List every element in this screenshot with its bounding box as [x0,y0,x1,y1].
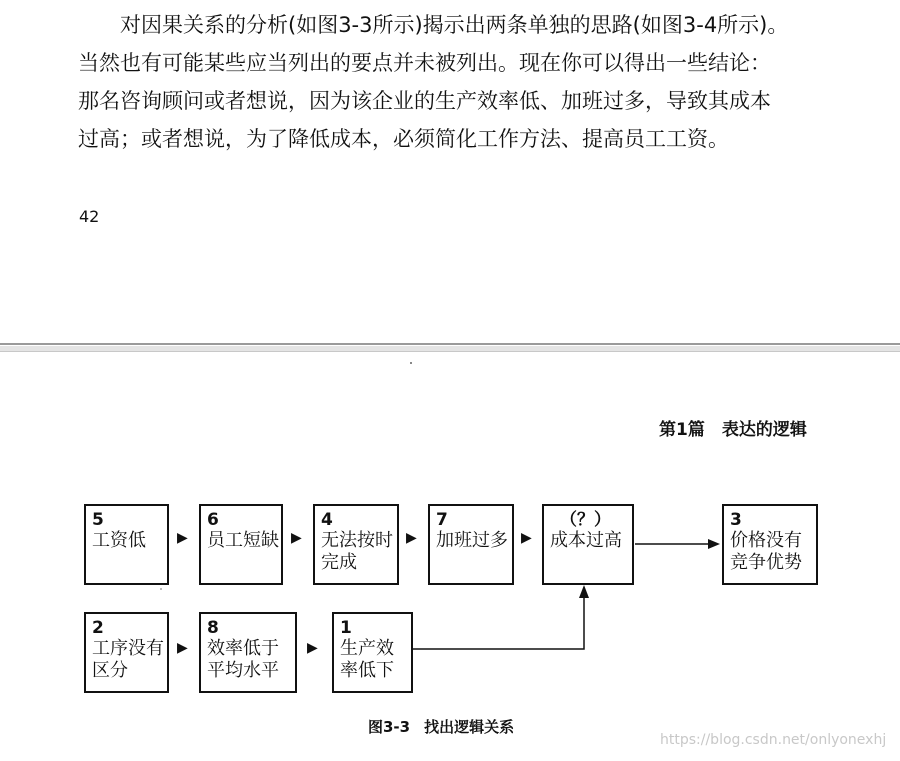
box-number: 1 [340,618,352,638]
box-uncompetitive-price [722,504,818,585]
box-below-average-efficiency [199,612,297,693]
box-label: 员工短缺 [207,530,279,551]
box-label: 价格没有 竞争优势 [730,530,802,573]
box-label: 成本过高 [550,530,622,551]
box-number: 4 [321,510,333,530]
box-number: 7 [436,510,448,530]
box-label: 生产效 率低下 [340,638,394,681]
page-number: 42 [79,207,100,226]
box-label: 工序没有 区分 [92,638,164,681]
paragraph-line-4: 过高；或者想说，为了降低成本，必须简化工作方法、提高员工工资。 [78,127,729,151]
watermark: https://blog.csdn.net/onlyonexhj [660,732,887,748]
paragraph-line-1: 对因果关系的分析(如图3-3所示)揭示出两条单独的思路(如图3-4所示)。 [78,13,789,37]
arrow-right-icon: ▶ [291,530,302,546]
box-excess-overtime [428,504,514,585]
box-high-cost [542,504,634,585]
figure-title: 找出逻辑关系 [424,718,515,736]
arrow-right-icon: ▶ [307,640,318,656]
arrow-right-icon: ▶ [177,530,188,546]
box-low-wages [84,504,169,585]
arrowhead-price [708,539,720,549]
figure-caption [368,716,528,737]
box-number: 3 [730,510,742,530]
box-label: 加班过多 [436,530,508,551]
arrow-right-icon: ▶ [521,530,532,546]
box-missed-deadlines [313,504,399,585]
box-number: 8 [207,618,219,638]
box-label: 工资低 [92,530,146,551]
box-number: （？） [560,510,611,530]
box-label: 效率低于 平均水平 [207,638,279,681]
figure-number: 图3-3 [368,718,411,736]
arrow-right-icon: ▶ [177,640,188,656]
box-no-process-separation [84,612,169,693]
paragraph-line-3: 那名咨询顾问或者想说，因为该企业的生产效率低、加班过多，导致其成本 [78,89,771,113]
running-header: 第1篇 表达的逻辑 [659,420,807,440]
box-staff-shortage [199,504,283,585]
arrow-right-icon: ▶ [406,530,417,546]
arrowhead-cost-up [579,585,589,598]
box-label: 无法按时 完成 [321,530,393,573]
paragraph-line-2: 当然也有可能某些应当列出的要点并未被列出。现在你可以得出一些结论： [78,51,771,75]
box-number: 2 [92,618,104,638]
box-low-productivity [332,612,413,693]
connector-efficiency-to-cost [413,596,584,649]
box-number: 5 [92,510,104,530]
box-number: 6 [207,510,219,530]
